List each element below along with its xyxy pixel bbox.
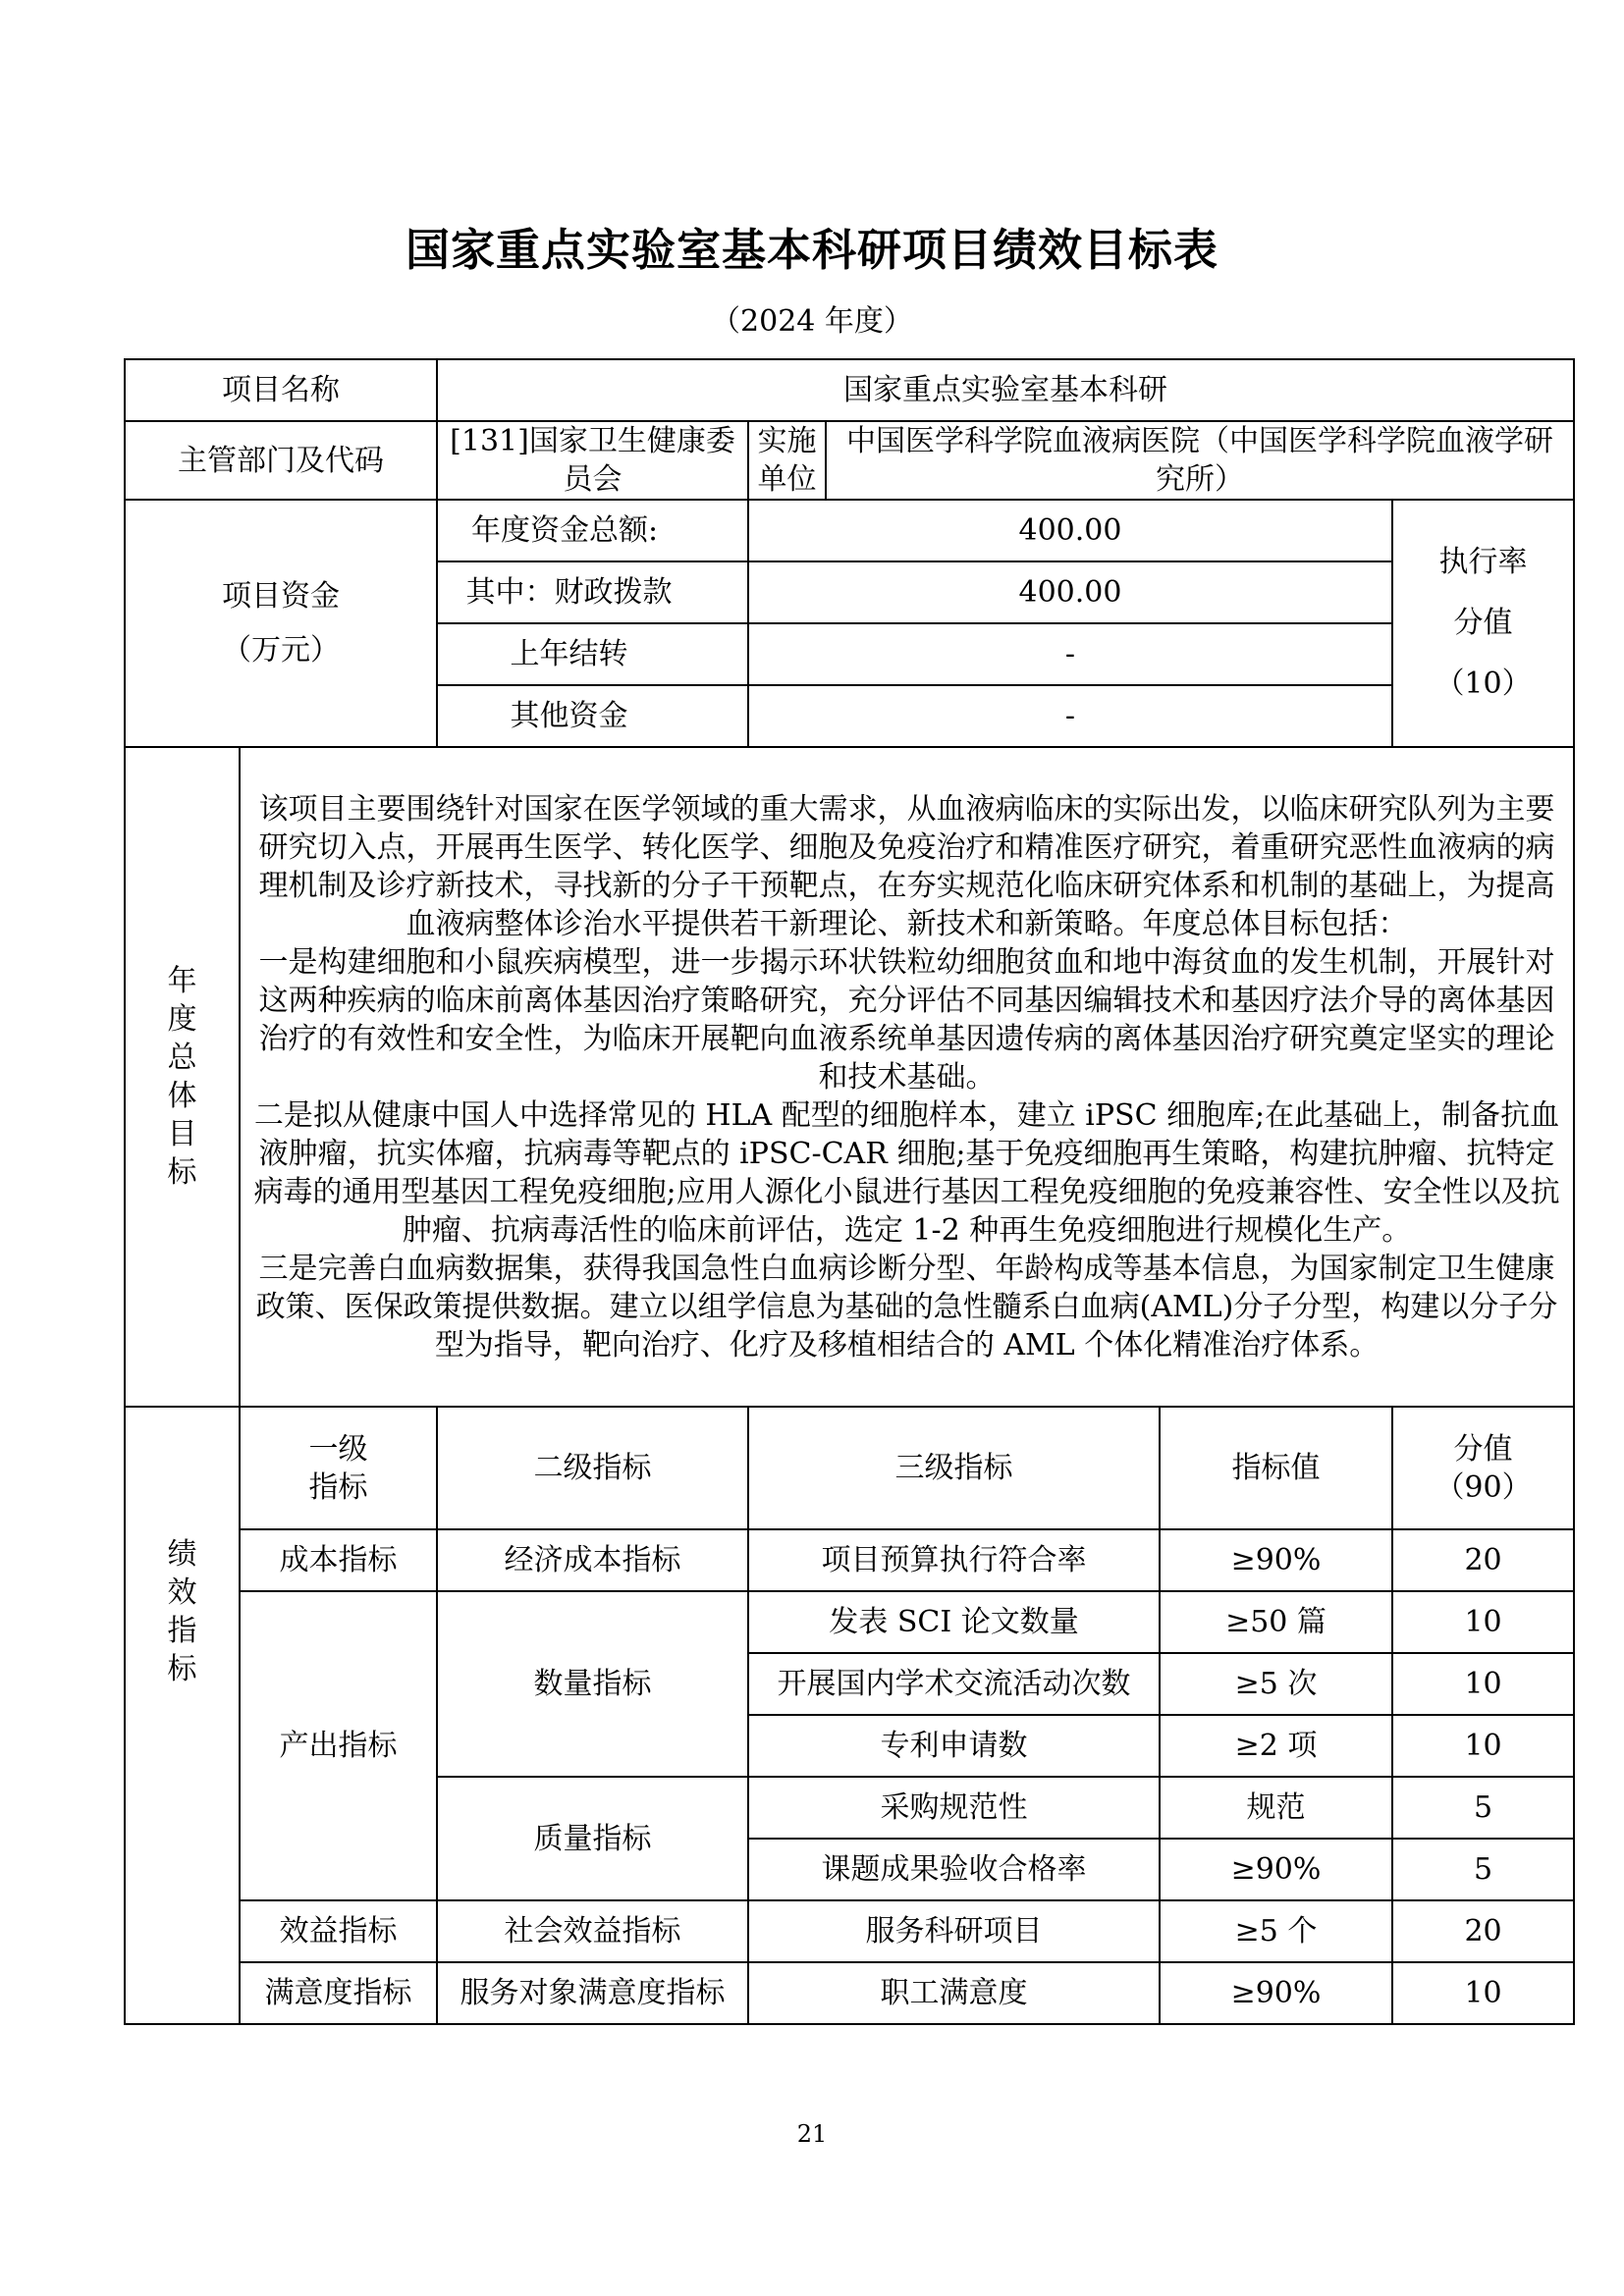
- execution-rate-line1: 执行率: [1438, 545, 1528, 579]
- execution-rate-score: [1392, 500, 1574, 747]
- performance-target-table: [124, 358, 1575, 2025]
- header-level3: 三级指标: [748, 1407, 1160, 1529]
- annual-goals-label-char: 目: [167, 1117, 197, 1151]
- header-level2: 二级指标: [437, 1407, 748, 1529]
- funds-row-value: -: [748, 685, 1392, 747]
- performance-label-char: 绩: [167, 1537, 197, 1572]
- funds-row-label: 年度资金总额:: [437, 500, 748, 561]
- header-level1-line2: 指标: [308, 1469, 368, 1505]
- goals-paragraph: 该项目主要围绕针对国家在医学领域的重大需求，从血液病临床的实际出发，以临床研究队列为主要研究切入点，开展再生医学、转化医学、细胞及免疫治疗和精准医疗研究，着重研究恶性血液病的病理机制及诊疗新技术，寻找新的分子干预靶点，在夯实规范化临床研究体系和机制的基础上，为提高血液病整体诊治水平提供若干新理论、新技术和新策略。年度总体目标包括：: [258, 791, 1555, 941]
- header-value: 指标值: [1160, 1407, 1392, 1529]
- project-funds-label: [125, 500, 437, 747]
- level1-indicator: 效益指标: [240, 1900, 437, 1962]
- level3-indicator: 职工满意度: [748, 1962, 1160, 2024]
- annual-goals-label-char: 度: [167, 1002, 197, 1037]
- indicator-value: ≥2 项: [1160, 1715, 1392, 1777]
- header-score-line1: 分值: [1453, 1431, 1513, 1467]
- funds-row-label: 上年结转: [437, 623, 748, 685]
- table-row: [125, 1962, 1574, 2024]
- indicator-score: 10: [1392, 1962, 1574, 2024]
- performance-label-char: 效: [167, 1575, 197, 1610]
- annual-goals-row: [125, 747, 1574, 1407]
- level3-indicator: 发表 SCI 论文数量: [748, 1591, 1160, 1653]
- project-name-value: 国家重点实验室基本科研: [437, 359, 1574, 421]
- indicator-score: 10: [1392, 1715, 1574, 1777]
- page-number: 21: [796, 2120, 828, 2148]
- annual-goals-label-char: 总: [167, 1041, 197, 1075]
- header-score: [1392, 1407, 1574, 1529]
- level2-indicator: 数量指标: [437, 1591, 748, 1777]
- indicator-header-row: [125, 1407, 1574, 1529]
- indicator-score: 20: [1392, 1529, 1574, 1591]
- performance-indicators-label: [125, 1407, 240, 2024]
- project-funds-label-line1: 项目资金: [222, 579, 340, 614]
- indicator-score: 5: [1392, 1777, 1574, 1839]
- indicator-score: 10: [1392, 1653, 1574, 1715]
- goals-paragraph: 二是拟从健康中国人中选择常见的 HLA 配型的细胞样本，建立 iPSC 细胞库;在此基础上，制备抗血液肿瘤，抗实体瘤，抗病毒等靶点的 iPSC-CAR 细胞;基于免疫细胞再生策略，构建抗肿瘤、抗特定病毒的通用型基因工程免疫细胞;应用人源化小鼠进行基因工程免疫细胞的免疫兼容性、安全性以及抗肿瘤、抗病毒活性的临床前评估，选定 1-2 种再生免疫细胞进行规模化生产。: [253, 1097, 1560, 1248]
- execution-rate-line2: 分值: [1453, 606, 1513, 640]
- indicator-score: 5: [1392, 1839, 1574, 1900]
- indicator-value: ≥50 篇: [1160, 1591, 1392, 1653]
- header-level1-line1: 一级: [308, 1431, 368, 1467]
- funds-row-total: [125, 500, 1574, 561]
- header-score-line2: （90）: [1435, 1469, 1532, 1505]
- funds-row-label: 其中：财政拨款: [437, 561, 748, 623]
- level3-indicator: 开展国内学术交流活动次数: [748, 1653, 1160, 1715]
- annual-goals-label-char: 标: [167, 1155, 197, 1190]
- level1-indicator: 满意度指标: [240, 1962, 437, 2024]
- implementing-unit-value: 中国医学科学院血液病医院（中国医学科学院血液学研究所）: [826, 421, 1574, 500]
- annual-goals-text: [240, 747, 1574, 1407]
- performance-label-char: 指: [167, 1614, 197, 1648]
- goals-paragraph: 三是完善白血病数据集，获得我国急性白血病诊断分型、年龄构成等基本信息，为国家制定卫生健康政策、医保政策提供数据。建立以组学信息为基础的急性髓系白血病(AML)分子分型，构建以分子分型为指导，靶向治疗、化疗及移植相结合的 AML 个体化精准治疗体系。: [255, 1251, 1558, 1362]
- year-label: （2024 年度）: [711, 304, 913, 339]
- indicator-score: 20: [1392, 1900, 1574, 1962]
- indicator-score: 10: [1392, 1591, 1574, 1653]
- project-name-label: 项目名称: [125, 359, 437, 421]
- annual-goals-label: [125, 747, 240, 1407]
- project-name-row: [125, 359, 1574, 421]
- annual-goals-label-char: 体: [167, 1079, 197, 1113]
- level3-indicator: 专利申请数: [748, 1715, 1160, 1777]
- indicator-value: ≥90%: [1160, 1962, 1392, 2024]
- level3-indicator: 服务科研项目: [748, 1900, 1160, 1962]
- level3-indicator: 项目预算执行符合率: [748, 1529, 1160, 1591]
- table-row: [125, 1591, 1574, 1653]
- level1-indicator: 成本指标: [240, 1529, 437, 1591]
- level2-indicator: 质量指标: [437, 1777, 748, 1900]
- department-row: [125, 421, 1574, 500]
- level2-indicator: 服务对象满意度指标: [437, 1962, 748, 2024]
- implementing-unit-label: 实施单位: [748, 421, 826, 500]
- project-funds-label-line2: （万元）: [222, 633, 340, 667]
- funds-row-value: -: [748, 623, 1392, 685]
- goals-paragraph: 一是构建细胞和小鼠疾病模型，进一步揭示环状铁粒幼细胞贫血和地中海贫血的发生机制，开展针对这两种疾病的临床前离体基因治疗策略研究，充分评估不同基因编辑技术和基因疗法介导的离体基因治疗的有效性和安全性，为临床开展靶向血液系统单基因遗传病的离体基因治疗研究奠定坚实的理论和技术基础。: [258, 944, 1555, 1095]
- table-row: [125, 1900, 1574, 1962]
- level2-indicator: 社会效益指标: [437, 1900, 748, 1962]
- department-label: 主管部门及代码: [125, 421, 437, 500]
- indicator-value: 规范: [1160, 1777, 1392, 1839]
- indicator-value: ≥5 次: [1160, 1653, 1392, 1715]
- level3-indicator: 课题成果验收合格率: [748, 1839, 1160, 1900]
- funds-row-label: 其他资金: [437, 685, 748, 747]
- execution-rate-line3: （10）: [1435, 667, 1532, 701]
- level2-indicator: 经济成本指标: [437, 1529, 748, 1591]
- funds-row-value: 400.00: [748, 561, 1392, 623]
- level1-indicator: 产出指标: [240, 1591, 437, 1900]
- indicator-value: ≥90%: [1160, 1839, 1392, 1900]
- annual-goals-label-char: 年: [167, 964, 197, 998]
- funds-row-value: 400.00: [748, 500, 1392, 561]
- indicator-value: ≥5 个: [1160, 1900, 1392, 1962]
- table-row: [125, 1529, 1574, 1591]
- indicator-value: ≥90%: [1160, 1529, 1392, 1591]
- page-title: 国家重点实验室基本科研项目绩效目标表: [405, 224, 1218, 276]
- level3-indicator: 采购规范性: [748, 1777, 1160, 1839]
- header-level1: [240, 1407, 437, 1529]
- department-value: [131]国家卫生健康委员会: [437, 421, 748, 500]
- performance-label-char: 标: [167, 1652, 197, 1686]
